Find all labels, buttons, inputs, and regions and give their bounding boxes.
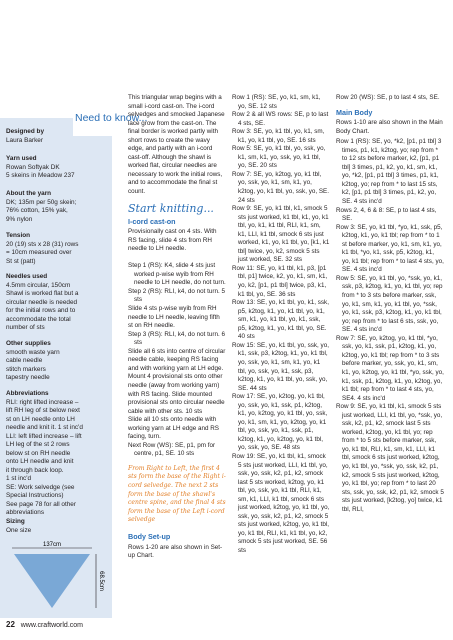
designed-value: Laura Barker <box>6 136 43 144</box>
needles-label: Needles used <box>6 273 48 280</box>
tension-block <box>6 232 110 266</box>
next-row: Next Row (WS): SE, p1, pm for centre, p1, SE. 10 sts <box>128 441 216 458</box>
sizing-block <box>6 518 110 535</box>
selvedge-note: From Right to Left, the first 4 sts form the base of the Right i-cord selvedge. The next 2 sts form the base of the shawl's centre spine, and the final 4 sts form the base of the Left i-cord selvedge <box>128 464 226 524</box>
abbr-line: below st on RH needle <box>6 449 71 457</box>
needles-block <box>6 273 110 333</box>
icord-heading: I-cord cast-on <box>128 216 176 226</box>
step-2: Step 2 (RS): RLI, k4, do not turn. 5 sts <box>128 287 225 304</box>
about-line: 76% cotton, 15% yak, <box>6 207 68 214</box>
row-instruction: Row 9: SE, yo, k1 tbl, k1, smock 5 sts just worked, k1 tbl, k1, yo, k1 tbl, yo, k1, k1 tbl, RLI, k1, sm, k1, LLI, k1 tbl, smock 6 sts just worked, k1, yo, k1 tbl, yo, [k1, k1 tbl] twice, yo, k2, smock 5 sts just worked, SE. 32 sts <box>232 205 330 264</box>
supplies-block <box>6 340 110 383</box>
needles-line: number of sts <box>6 324 45 331</box>
abbr-line: Special Instructions) <box>6 492 64 499</box>
column-setup-rows <box>232 94 330 556</box>
step-3c: Slide all 10 sts onto needle with working yarn at LH edge and RS facing, turn. <box>128 416 220 441</box>
step-3b: Slide all 6 sts into centre of circular needle cable, keeping RS facing and with working yarn at LH edge. Mount 4 provisional sts onto other needle (away from working yarn) with RS facing. Slide mounted provisional sts onto circular needle cable with other sts. 10 sts <box>128 347 226 415</box>
body-setup-heading: Body Set-up <box>128 532 171 542</box>
step-1: Step 1 (RS): K4, slide 4 sts just worked p-wise wyib from RH needle to LH needle, do not turn. <box>128 262 226 287</box>
abbr-line: LH leg of the st 2 rows <box>6 441 70 448</box>
step-2b: Slide 4 sts p-wise wyib from RH needle to LH needle, leaving fifth st on RH needle. <box>128 305 220 330</box>
abbr-line: it through back loop. <box>6 466 64 474</box>
footer-url: www.craftworld.com <box>20 622 83 629</box>
sizing-value: One size <box>6 526 32 534</box>
tension-line: 20 (19) sts x 28 (31) rows <box>6 240 79 248</box>
intro-paragraph: This triangular wrap begins with a small i-cord cast-on. The i-cord selvedges and smocked Japanese lace grow from the cast-on. The final border is worked partly with short rows to create the wavy edge, and partly with an i-cord cast-off. Although the shawl is worked flat, circular needles are necessary to work the initial rows, and to accommodate the final st count. <box>128 94 225 196</box>
main-body-heading: Main Body <box>336 107 373 117</box>
row-instruction: Row 15: SE, yo, k1 tbl, yo, ssk, yo, k1, ssk, p3, k2tog, k1, yo, k1 tbl, yo, ssk, yo, k1, sm, k1, yo, k1 tbl, yo, ssk, yo, k1, ssk, p3, k2tog, k1, yo, k1 tbl, yo, ssk, yo, SE. 44 sts <box>232 341 329 392</box>
row-instruction: Row 2 & all WS rows: SE, p to last 4 sts, SE. <box>232 111 329 127</box>
about-block <box>6 190 110 224</box>
needles-line: for the initial rows and to <box>6 307 76 314</box>
needles-line: accommodate the total <box>6 315 71 323</box>
abbr-line: lift RH leg of st below next <box>6 407 80 414</box>
yarn-line: 5 skeins in Meadow 237 <box>6 172 75 179</box>
page-number: 22 <box>6 620 15 629</box>
need-to-know-header: Need to know... <box>75 112 148 124</box>
row-instruction: Row 3: SE, yo, k1 tbl, yo, k1, sm, k1, yo, k1 tbl, yo, SE. 16 sts <box>232 128 325 144</box>
supplies-line: cable needle <box>6 357 43 364</box>
row-20: Row 20 (WS): SE, p to last 4 sts, SE. <box>336 94 440 101</box>
abbr-line: 1 st inc'd <box>6 475 32 482</box>
abbr-line: LLI: left lifted increase – lift <box>6 432 82 440</box>
shawl-shape <box>14 554 90 608</box>
row-instruction: Row 7: SE, yo, k2tog, yo, k1 tbl, *yo, ssk, yo, k1, ssk, p1, k2tog, k1, yo, k2tog, yo, k1 tbl; rep from * to 3 sts before marker, yo, ssk, yo, k1, sm, k1, yo, k2tog, yo, k1 tbl, *yo, ssk, yo, k1, ssk, p1, k2tog, k1, yo, k2tog, yo, k1 tbl; rep from * to last 4 sts, yo, SE4. 4 sts inc'd <box>336 334 444 402</box>
row-instruction: Row 17: SE, yo, k2tog, yo, k1 tbl, yo, ssk, yo, k1, ssk, p1, k2tog, k1, yo, k2tog, yo, k1 tbl, yo, ssk, yo, k1, sm, k1, yo, k2tog, yo, k1 tbl, yo, ssk, yo, k1, ssk, p1, k2tog, k1, yo, k2tog, yo, k1 tbl, yo, ssk, yo, SE. 48 sts <box>232 393 328 452</box>
abbr-line: abbreviations <box>6 509 45 516</box>
row-instruction: Row 5: SE, yo, k1 tbl, yo, ssk, yo, k1, sm, k1, yo, ssk, yo, k1 tbl, yo, SE. 20 sts <box>232 145 326 170</box>
about-label: About the yarn <box>6 190 52 197</box>
yarn-block <box>6 155 110 181</box>
supplies-line: smooth waste yarn <box>6 348 60 356</box>
abbr-line: SE: Work selvedge (see <box>6 483 75 491</box>
sizing-label: Sizing <box>6 518 25 525</box>
tension-line: = 10cm measured over <box>6 249 72 256</box>
shawl-dimension-diagram <box>10 544 102 616</box>
supplies-label: Other supplies <box>6 340 51 347</box>
row-instruction: Row 1 (RS): SE, yo, k1, sm, k1, yo, SE. 12 sts <box>232 94 321 110</box>
abbr-line: onto LH needle and knit <box>6 458 74 465</box>
abbr-line: See page 78 for all other <box>6 500 76 508</box>
about-line: DK; 135m per 50g skein; <box>6 198 77 206</box>
abbr-line: st on LH needle onto LH <box>6 415 75 423</box>
needles-line: circular needle is needed <box>6 298 78 306</box>
row-instruction: Row 1 (RS): SE, yo, *k2, [p1, p1 tbl] 3 times, p1, k1, k2tog, yo; rep from * to 12 sts before marker, k2, [p1, p1 tbl] 3 times, p1, k2, yo, k1, sm, k1, yo, *k2, [p1, p1 tbl] 3 times, p1, k1, k2tog, yo; rep from * to last 15 sts, k2, [p1, p1 tbl] 3 times, p1, k2, yo, SE. 4 sts inc'd <box>336 138 442 206</box>
needles-line: Shawl is worked flat but a <box>6 290 79 297</box>
body-setup-text: Rows 1-20 are also shown in Set-up Chart. <box>128 543 223 560</box>
abbr-line: needle and knit it. 1 st inc'd <box>6 424 83 431</box>
column-intro <box>128 94 226 569</box>
start-knitting-heading: Start knitting... <box>128 202 214 216</box>
row-instruction: Row 11: SE, yo, k1 tbl, k1, p3, [p1 tbl, p1] twice, k2, yo, k1, sm, k1, yo, k2, [p1, p1 tbl] twice, p3, k1, k1 tbl, yo, SE. 36 sts <box>232 264 328 298</box>
height-label: 68.5cm <box>98 571 104 591</box>
row-instruction: Rows 2, 4, 6 & 8: SE, p to last 4 sts, SE. <box>336 206 437 223</box>
width-label: 137cm <box>42 542 62 548</box>
abbreviations-block <box>6 390 110 518</box>
row-instruction: Row 13: SE, yo, k1 tbl, yo, k1, ssk, p5, k2tog, k1, yo, k1 tbl, yo, k1, sm, k1, yo, k1 tbl, yo, k1, ssk, p5, k2tog, k1, yo, k1 tbl, yo, SE. 40 sts <box>232 299 329 341</box>
yarn-line: Rowan Softyak DK <box>6 163 60 171</box>
designer-block <box>6 128 110 145</box>
supplies-line: stitch markers <box>6 365 46 373</box>
about-line: 9% nylon <box>6 215 33 223</box>
icord-text: Provisionally cast on 4 sts. With RS facing, slide 4 sts from RH needle to LH needle. <box>128 228 217 253</box>
needles-line: 4.5mm circular, 150cm <box>6 281 71 289</box>
page-footer <box>6 620 83 629</box>
row-instruction: Row 5: SE, yo, k1 tbl, yo, *ssk, yo, k1, ssk, p3, k2tog, k1, yo, k1 tbl, yo; rep from * to 3 sts before marker, ssk, yo, k1, sm, k1, yo, k1 tbl, yo, *ssk, yo, k1, ssk, p3, k2tog, k1, yo, k1 tbl, yo; rep from * to last 6 sts, ssk, yo, SE. 4 sts inc'd <box>336 274 443 334</box>
column-main-body <box>336 94 444 514</box>
yarn-label: Yarn used <box>6 155 37 162</box>
row-instruction: Row 3: SE, yo, k1 tbl, *yo, k1, ssk, p5, k2tog, k1, yo, k1 tbl; rep from * to 1 st before marker, yo, k1, sm, k1, yo, k1 tbl, *yo, k1, ssk, p5, k2tog, k1, yo, k1 tbl; rep from * to last 4 sts, yo, SE. 4 sts inc'd <box>336 223 444 274</box>
main-body-text: Rows 1-10 are also shown in the Main Body Chart. <box>336 119 443 135</box>
tension-line: St st (patt) <box>6 257 36 265</box>
abbreviations-label: Abbreviations <box>6 390 49 397</box>
supplies-line: tapestry needle <box>6 374 50 381</box>
row-instruction: Row 9: SE, yo, k1 tbl, k1, smock 5 sts just worked, LLI, k1 tbl, yo, *ssk, yo, ssk, k2, p1, k2, smock last 5 sts worked, k2tog, yo, k1 tbl, yo; rep from * to 5 sts before marker, ssk, yo, k1 tbl, RLI, k1, sm, k1, LLI, k1 tbl, smock 6 sts just worked, k2tog, yo, k1 tbl, yo, *ssk, yo, ssk, k2, p1, k2, smock 5 sts just worked, k2tog, yo, k1 tbl, yo; rep from * to last 20 sts, ssk, yo, ssk, k2, p1, k2, smock 5 sts just worked, [k2tog, yo] twice, k1 tbl, RLI, <box>336 403 444 513</box>
tension-label: Tension <box>6 232 31 239</box>
designed-label: Designed by <box>6 128 44 135</box>
abbr-line: RLI: right lifted increase – <box>6 398 79 406</box>
row-instruction: Row 7: SE, yo, k2tog, yo, k1 tbl, yo, ssk, yo, k1, sm, k1, yo, k2tog, yo, k1 tbl, yo, ssk, yo, SE. 24 sts <box>232 170 329 204</box>
step-3: Step 3 (RS): RLI, k4, do not turn. 6 sts <box>128 330 225 347</box>
row-instruction: Row 19: SE, yo, k1 tbl, k1, smock 5 sts just worked, LLI, k1 tbl, yo, ssk, yo, ssk, k2, p1, k2, smock last 5 sts worked, k2tog, yo, k1 tbl, yo, ssk, yo, k1 tbl, RLI, k1, sm, k1, LLI, k1 tbl, smock 6 sts just worked, k2tog, yo, k1 tbl, yo, ssk, yo, ssk, k2, p1, k2, smock 5 sts just worked, k2tog, yo, k1 tbl, yo, k1 tbl, RLI, k1, k1 tbl, yo, k2, smock 5 sts just worked, SE. 56 sts <box>232 452 330 554</box>
